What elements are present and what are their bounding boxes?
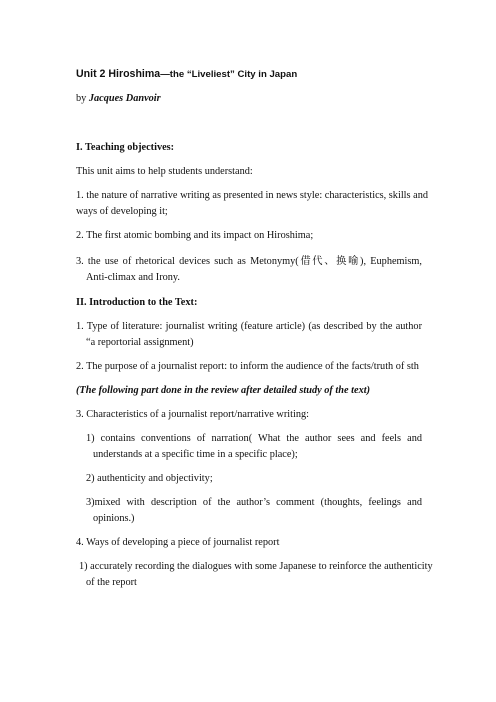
intro-3: 3. Characteristics of a journalist report/narrative writing: bbox=[76, 409, 310, 420]
title-main: Unit 2 Hiroshima bbox=[76, 68, 161, 80]
document-title bbox=[76, 68, 422, 81]
characteristic-2: 2) authenticity and objectivity; bbox=[86, 473, 213, 484]
characteristic-3-line-2: opinions.) bbox=[93, 513, 135, 524]
intro-2: 2. The purpose of a journalist report: to inform the audience of the facts/truth of sth bbox=[76, 361, 419, 372]
objective-3-line-1: 3. the use of rhetorical devices such as Metonymy(借代、换喻), Euphemism, bbox=[76, 256, 422, 267]
byline-prefix: by bbox=[76, 93, 89, 104]
objective-1-line-1: 1. the nature of narrative writing as presented in news style: characteristics, skills and bbox=[76, 190, 428, 201]
development-1-line-1: 1) accurately recording the dialogues with some Japanese to reinforce the authenticity bbox=[79, 561, 433, 572]
development-1-line-2: of the report bbox=[86, 577, 137, 588]
characteristic-3-line-1: 3)mixed with description of the author’s comment (thoughts, feelings and bbox=[86, 497, 422, 508]
objective-2: 2. The first atomic bombing and its impact on Hiroshima; bbox=[76, 230, 314, 241]
objectives-intro: This unit aims to help students understand: bbox=[76, 166, 253, 177]
objective-3-line-2: Anti-climax and Irony. bbox=[86, 272, 180, 283]
title-subtitle: —the “Liveliest” City in Japan bbox=[160, 69, 298, 80]
intro-4: 4. Ways of developing a piece of journalist report bbox=[76, 537, 280, 548]
section-heading-objectives: I. Teaching objectives: bbox=[76, 142, 175, 153]
intro-1-line-2: “a reportorial assignment) bbox=[86, 337, 194, 348]
objective-1-line-2: ways of developing it; bbox=[76, 206, 168, 217]
characteristic-1-line-1: 1) contains conventions of narration( What the author sees and feels and bbox=[86, 433, 422, 444]
section-heading-introduction: II. Introduction to the Text: bbox=[76, 297, 198, 308]
characteristic-1-line-2: understands at a specific time in a specific place); bbox=[93, 449, 298, 460]
author-name: Jacques Danvoir bbox=[88, 93, 161, 104]
byline bbox=[76, 92, 422, 105]
review-note: (The following part done in the review after detailed study of the text) bbox=[76, 385, 371, 396]
intro-1-line-1: 1. Type of literature: journalist writing (feature article) (as described by the author bbox=[76, 321, 422, 332]
